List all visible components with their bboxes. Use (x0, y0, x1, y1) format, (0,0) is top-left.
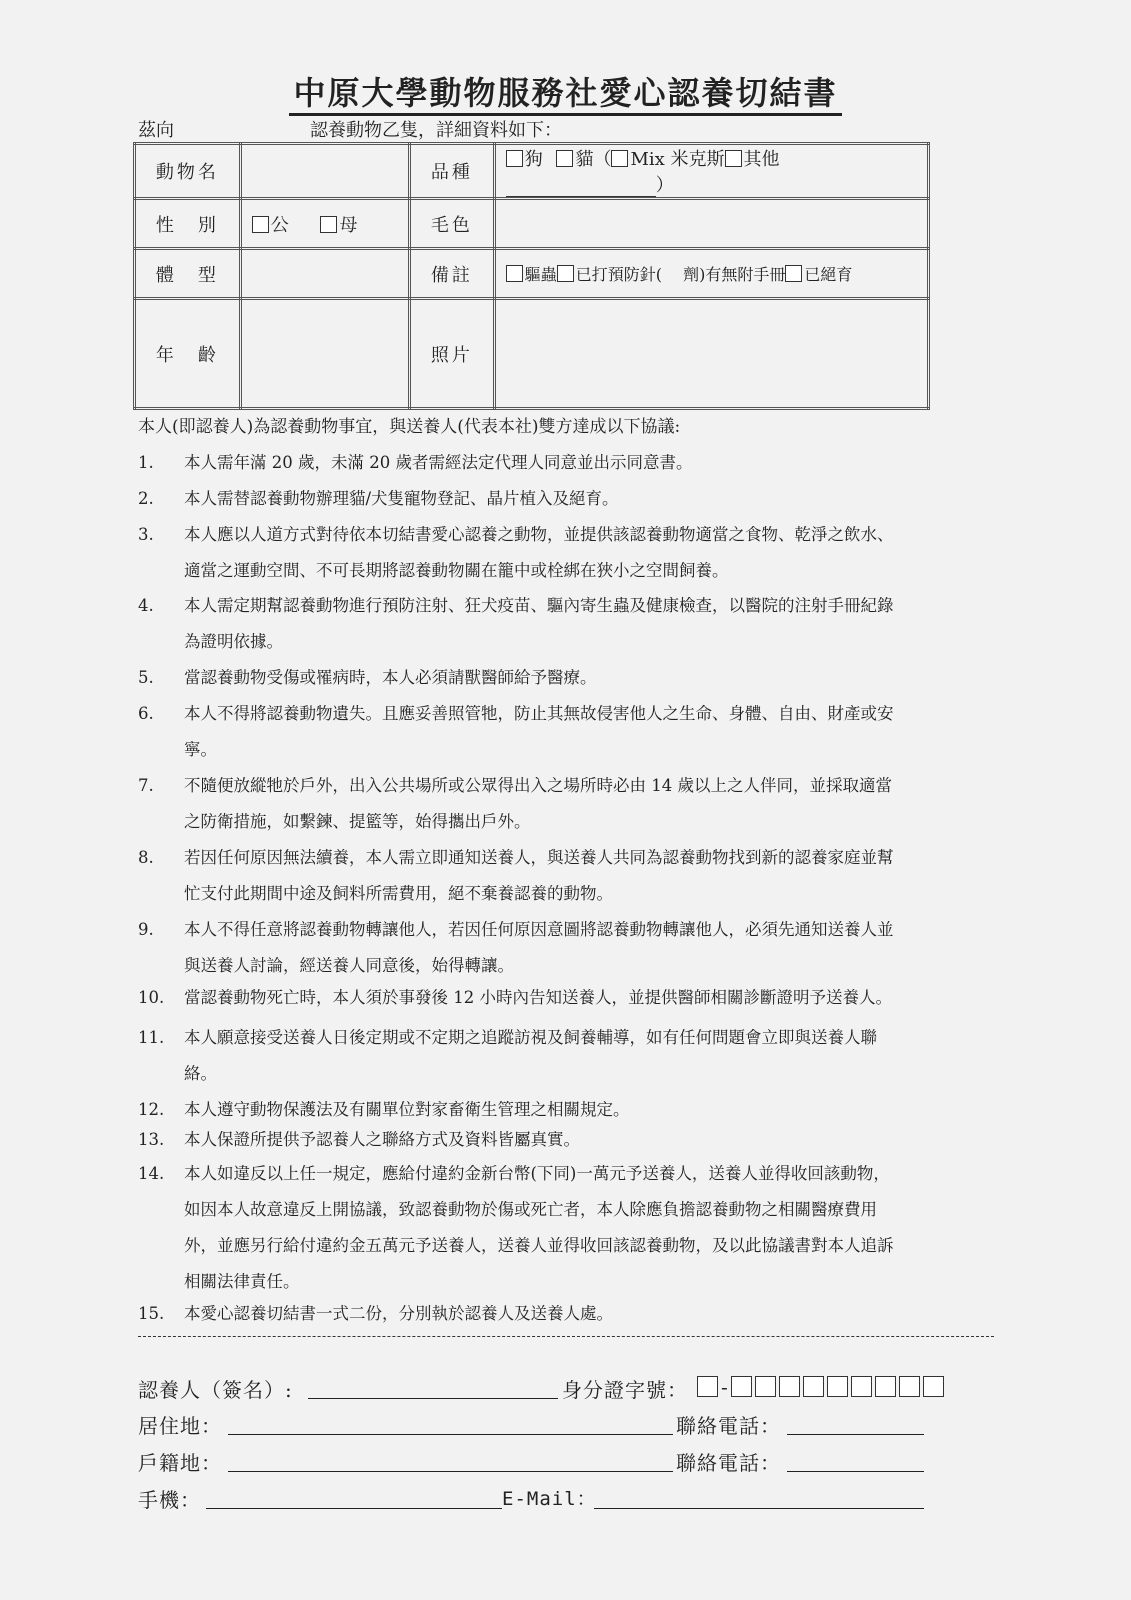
id-box[interactable] (697, 1376, 718, 1397)
sex-field: 公 母 (240, 199, 409, 249)
clause-line: 本愛心認養切結書一式二份，分別執於認養人及送養人處。 (184, 1304, 613, 1323)
id-dash: - (721, 1374, 728, 1399)
sex-label: 性 別 (135, 199, 241, 249)
clause-text (184, 1296, 1004, 1332)
notes-field: 驅蟲 已打預防針( 劑)有無附手冊 已絕育 (494, 249, 928, 299)
photo-label: 照片 (410, 299, 495, 409)
photo-field[interactable] (494, 299, 928, 409)
clause-line: 外，並應另行給付違約金五萬元予送養人，送養人並得收回該認養動物，及以此協議書對本人追訴 (184, 1236, 894, 1255)
clause-number: 5. (138, 668, 154, 687)
id-number-field[interactable] (697, 1376, 947, 1397)
id-box[interactable] (827, 1376, 848, 1397)
intro-to: 茲向 (138, 120, 174, 141)
clause-line: 本人需替認養動物辦理貓/犬隻寵物登記、晶片植入及絕育。 (184, 489, 619, 508)
clause-text (184, 1122, 1004, 1158)
clause-line: 忙支付此期間中途及飼料所需費用，絕不棄養認養的動物。 (184, 884, 613, 903)
clause-text (184, 588, 1004, 660)
sex-female-checkbox[interactable] (320, 216, 337, 233)
breed-field: 狗 貓（ Mix 米克斯 其他 ） (494, 144, 928, 199)
clause-line: 為證明依據。 (184, 632, 283, 651)
clause-line: 相關法律責任。 (184, 1272, 300, 1291)
size-field[interactable] (240, 249, 409, 299)
deworm-checkbox[interactable] (506, 265, 523, 282)
mobile-label: 手機： (138, 1488, 201, 1512)
id-box[interactable] (851, 1376, 872, 1397)
id-box[interactable] (923, 1376, 944, 1397)
fur-color-field[interactable] (494, 199, 928, 249)
clause-number: 3. (138, 525, 154, 544)
clause-line: 本人保證所提供予認養人之聯絡方式及資料皆屬真實。 (184, 1130, 580, 1149)
id-box[interactable] (779, 1376, 800, 1397)
clause-number: 13. (138, 1130, 165, 1149)
clause-text (184, 840, 1004, 912)
clause-number: 2. (138, 489, 154, 508)
clause-number: 1. (138, 453, 154, 472)
breed-cat-checkbox[interactable] (556, 150, 573, 167)
id-box[interactable] (899, 1376, 920, 1397)
clause-line: 本人不得任意將認養動物轉讓他人，若因任何原因意圖將認養動物轉讓他人，必須先通知送養人並 (184, 920, 894, 939)
size-label: 體 型 (135, 249, 241, 299)
mobile-field[interactable] (206, 1508, 502, 1509)
clause-number: 10. (138, 988, 165, 1007)
clause-line: 本人需定期幫認養動物進行預防注射、狂犬疫苗、驅內寄生蟲及健康檢查，以醫院的注射手冊紀錄 (184, 596, 894, 615)
email-field[interactable] (594, 1508, 924, 1509)
breed-other-checkbox[interactable] (725, 150, 742, 167)
clause-text (184, 912, 1004, 984)
breed-dog-checkbox[interactable] (506, 150, 523, 167)
id-box[interactable] (875, 1376, 896, 1397)
phone2-field[interactable] (787, 1471, 924, 1472)
clause-line: 當認養動物受傷或罹病時，本人必須請獸醫師給予醫療。 (184, 668, 597, 687)
agreement-preamble: 本人(即認養人)為認養動物事宜，與送養人(代表本社)雙方達成以下協議: (138, 417, 681, 437)
phone1-field[interactable] (787, 1434, 924, 1435)
clause-number: 11. (138, 1028, 165, 1047)
clause-number: 15. (138, 1304, 165, 1323)
clause-number: 8. (138, 848, 154, 867)
fur-color-label: 毛色 (410, 199, 495, 249)
email-label: E-Mail： (502, 1488, 597, 1510)
age-field[interactable] (240, 299, 409, 409)
phone2-label: 聯絡電話： (676, 1451, 781, 1475)
clause-text (184, 696, 1004, 768)
table-row (135, 144, 929, 199)
registered-address-field[interactable] (228, 1471, 673, 1472)
clause-number: 6. (138, 704, 154, 723)
clause-text (184, 445, 1004, 481)
residence-field[interactable] (228, 1434, 673, 1435)
clause-number: 7. (138, 776, 154, 795)
id-box[interactable] (755, 1376, 776, 1397)
adopter-signature-label: 認養人（簽名）: (138, 1378, 293, 1402)
clause-text (184, 1020, 1004, 1092)
breed-other-line[interactable] (506, 175, 656, 197)
notes-label: 備註 (410, 249, 495, 299)
clause-line: 適當之運動空間、不可長期將認養動物關在籠中或栓綁在狹小之空間飼養。 (184, 561, 729, 580)
animal-name-field[interactable] (240, 144, 409, 199)
clause-line: 本人不得將認養動物遺失。且應妥善照管牠，防止其無故侵害他人之生命、身體、自由、財產或安 (184, 704, 894, 723)
id-box[interactable] (803, 1376, 824, 1397)
clause-number: 4. (138, 596, 154, 615)
table-row (135, 199, 929, 249)
clause-text (184, 517, 1004, 589)
intro-text: 認養動物乙隻，詳細資料如下： (310, 120, 562, 141)
table-row (135, 249, 929, 299)
id-box[interactable] (731, 1376, 752, 1397)
clause-text (184, 660, 1004, 696)
clause-number: 12. (138, 1100, 165, 1119)
breed-label: 品種 (410, 144, 495, 199)
clause-line: 本人如違反以上任一規定，應給付違約金新台幣(下同)一萬元予送養人，送養人並得收回該動物， (184, 1164, 890, 1183)
age-label: 年 齡 (135, 299, 241, 409)
phone1-label: 聯絡電話： (676, 1414, 781, 1438)
residence-label: 居住地： (138, 1414, 222, 1438)
table-row (135, 299, 929, 409)
clause-line: 不隨便放縱牠於戶外，出入公共場所或公眾得出入之場所時必由 14 歲以上之人伴同，並採取適當 (184, 776, 892, 795)
clause-text (184, 768, 1004, 840)
clause-number: 9. (138, 920, 154, 939)
clause-line: 與送養人討論，經送養人同意後，始得轉讓。 (184, 956, 514, 975)
clause-line: 如因本人故意違反上開協議，致認養動物於傷或死亡者，本人除應負擔認養動物之相關醫療費用 (184, 1200, 877, 1219)
clause-line: 本人遵守動物保護法及有關單位對家畜衛生管理之相關規定。 (184, 1100, 630, 1119)
breed-mix-checkbox[interactable] (611, 150, 628, 167)
clause-line: 之防衛措施，如繫鍊、提籃等，始得攜出戶外。 (184, 812, 531, 831)
sex-male-checkbox[interactable] (252, 216, 269, 233)
clause-line: 寧。 (184, 740, 217, 759)
clause-line: 絡。 (184, 1064, 217, 1083)
clause-text (184, 1156, 1004, 1300)
clause-text (184, 481, 1004, 517)
clause-text (184, 980, 1004, 1016)
animal-name-label: 動物名 (135, 144, 241, 199)
clause-line: 當認養動物死亡時，本人須於事發後 12 小時內告知送養人，並提供醫師相關診斷證明予送養人。 (184, 988, 892, 1007)
adopter-signature-field[interactable] (308, 1398, 558, 1399)
registered-address-label: 戶籍地： (138, 1451, 222, 1475)
clause-line: 若因任何原因無法續養，本人需立即通知送養人，與送養人共同為認養動物找到新的認養家庭並幫 (184, 848, 894, 867)
document-title: 中原大學動物服務社愛心認養切結書 (0, 68, 1131, 114)
id-number-label: 身分證字號： (562, 1378, 688, 1402)
clause-line: 本人需年滿 20 歲，未滿 20 歲者需經法定代理人同意並出示同意書。 (184, 453, 693, 472)
clause-line: 本人應以人道方式對待依本切結書愛心認養之動物，並提供該認養動物適當之食物、乾淨之飲水、 (184, 525, 894, 544)
cut-line-divider (138, 1336, 994, 1337)
clause-number: 14. (138, 1164, 165, 1183)
vaccine-checkbox[interactable] (557, 265, 574, 282)
neutered-checkbox[interactable] (785, 265, 802, 282)
clause-line: 本人願意接受送養人日後定期或不定期之追蹤訪視及飼養輔導，如有任何問題會立即與送養人聯 (184, 1028, 877, 1047)
animal-info-table (133, 142, 930, 410)
